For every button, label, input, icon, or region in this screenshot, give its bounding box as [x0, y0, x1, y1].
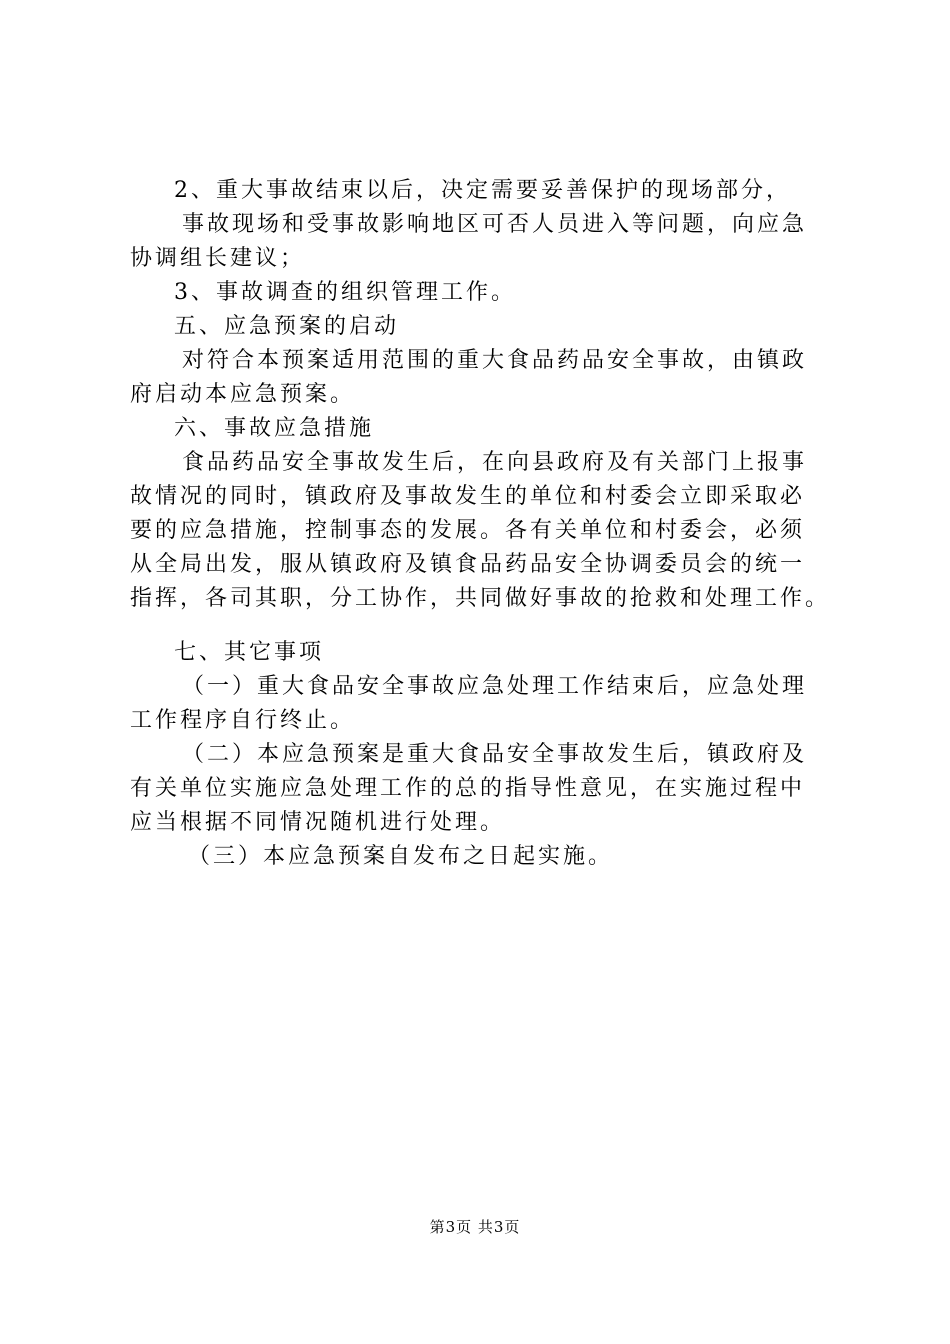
paragraph-line: 应当根据不同情况随机进行处理。	[130, 810, 506, 835]
paragraph-gap	[130, 616, 850, 636]
paragraph-line: 食品药品安全事故发生后，在向县政府及有关部门上报事	[182, 450, 808, 475]
document-body	[130, 174, 850, 874]
paragraph-line: 对符合本预案适用范围的重大食品药品安全事故，由镇政	[182, 348, 808, 373]
paragraph-line: 从全局出发，服从镇政府及镇食品药品安全协调委员会的统一	[130, 552, 806, 577]
paragraph-line: 指挥，各司其职，分工协作，共同做好事故的抢救和处理工作。	[130, 586, 831, 611]
paragraph-line: 故情况的同时，镇政府及事故发生的单位和村委会立即采取必	[130, 484, 806, 509]
paragraph-line: 要的应急措施，控制事态的发展。各有关单位和村委会，必须	[130, 518, 806, 543]
paragraph-line: （一）重大食品安全事故应急处理工作结束后，应急处理	[182, 674, 808, 699]
paragraph-line: （三）本应急预案自发布之日起实施。	[188, 844, 614, 869]
paragraph-line: 2、重大事故结束以后，决定需要妥善保护的现场部分，	[174, 178, 791, 203]
paragraph-line: （二）本应急预案是重大食品安全事故发生后，镇政府及	[182, 742, 808, 767]
section-heading: 五、应急预案的启动	[174, 314, 400, 339]
section-heading: 七、其它事项	[174, 640, 325, 665]
paragraph-line: 府启动本应急预案。	[130, 382, 356, 407]
paragraph-line: 工作程序自行终止。	[130, 708, 356, 733]
paragraph-line: 协调组长建议；	[130, 246, 306, 271]
section-heading: 六、事故应急措施	[174, 416, 375, 441]
paragraph-line: 3、事故调查的组织管理工作。	[174, 280, 516, 305]
paragraph-line: 有关单位实施应急处理工作的总的指导性意见，在实施过程中	[130, 776, 806, 801]
paragraph-line: 事故现场和受事故影响地区可否人员进入等问题，向应急	[182, 212, 808, 237]
page-footer: 第3页 共3页	[429, 1218, 521, 1236]
